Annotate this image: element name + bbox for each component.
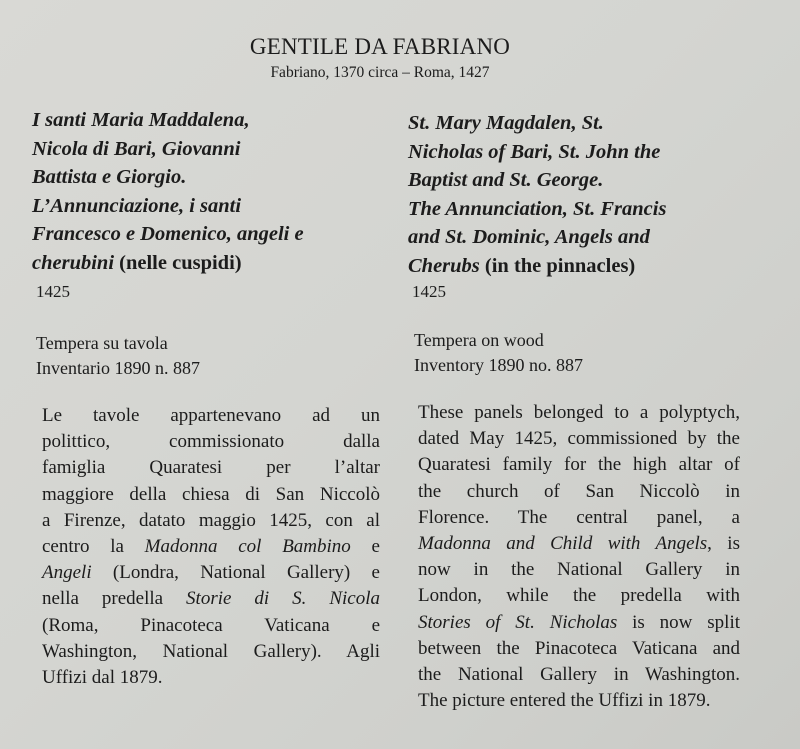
text-segment: famiglia Quaratesi per l’altar (42, 457, 380, 479)
text-segment: Quaratesi family for the high altar of (418, 454, 740, 476)
text-line (418, 636, 740, 662)
text-line (418, 479, 740, 505)
text-line (408, 252, 768, 281)
text-line (408, 223, 768, 252)
text-line (32, 192, 392, 221)
italic-text: L’Annunciazione, i santi (32, 194, 242, 217)
italic-text: St. Mary Magdalen, St. (408, 112, 604, 134)
text-line (408, 109, 768, 138)
italian-artwork-title (32, 106, 392, 278)
text-segment: The picture entered the Uffizi in 1879. (418, 690, 711, 712)
italic-text: Battista e Giorgio. (32, 166, 187, 189)
artist-life-dates: Fabriano, 1370 circa – Roma, 1427 (270, 64, 490, 81)
text-segment: London, while the predella with (418, 585, 740, 607)
text-segment: the National Gallery in Washington. (418, 664, 740, 686)
italic-text: Storie di S. Nicola (186, 588, 381, 610)
text-line (32, 163, 392, 192)
text-segment: polittico, commissionato dalla (42, 431, 380, 453)
text-line (42, 455, 380, 481)
text-segment: (Roma, Pinacoteca Vaticana e (42, 614, 380, 636)
english-medium-block (414, 328, 583, 378)
text-line (408, 195, 768, 224)
text-segment: e (350, 536, 380, 558)
text-line (418, 610, 740, 636)
text-segment: between the Pinacoteca Vaticana and (418, 637, 740, 659)
text-line (42, 560, 380, 586)
text-line (42, 508, 380, 534)
italian-description (42, 403, 380, 691)
text-segment: dated May 1425, commissioned by the (418, 428, 740, 450)
text-line (418, 531, 740, 557)
text-line (42, 639, 380, 665)
italic-text: I santi Maria Maddalena, (32, 109, 250, 131)
text-line (42, 403, 380, 429)
text-line (418, 688, 740, 714)
text-line (32, 106, 392, 135)
italian-medium-block (36, 331, 200, 381)
text-segment: now in the National Gallery in (418, 559, 740, 581)
italic-text: Madonna col Bambino (144, 536, 351, 558)
text-line (42, 613, 380, 639)
italic-text: The Annunciation, St. Francis (408, 197, 667, 220)
text-line (418, 583, 740, 609)
italic-text: Baptist and St. George. (408, 169, 604, 192)
text-segment: centro la (42, 536, 145, 558)
text-segment: (Londra, National Gallery) e (91, 562, 380, 584)
text-segment: maggiore della chiesa di San Niccolò (42, 483, 380, 505)
text-line (42, 665, 380, 691)
english-description (418, 400, 740, 714)
text-line (408, 138, 768, 167)
english-artwork-title (408, 109, 768, 281)
italic-text: Cherubs (408, 254, 480, 277)
italic-text: cherubini (32, 251, 115, 274)
text-line (32, 135, 392, 164)
text-segment: the church of San Niccolò in (418, 480, 740, 502)
italic-text: Nicola di Bari, Giovanni (32, 137, 241, 160)
text-segment: Uffizi dal 1879. (42, 667, 163, 689)
italic-text: Stories of St. Nicholas (418, 611, 618, 633)
text-line (42, 482, 380, 508)
text-line (418, 452, 740, 478)
text-line (32, 249, 392, 278)
italic-text: and St. Dominic, Angels and (408, 226, 650, 249)
text-segment: These panels belonged to a polyptych, (418, 402, 740, 423)
artist-name: GENTILE DA FABRIANO (249, 34, 511, 59)
text-line (418, 400, 740, 426)
italic-text: Francesco e Domenico, angeli e (32, 223, 304, 246)
text-line (42, 534, 380, 560)
text-segment: is now split (617, 611, 740, 633)
text-segment: Le tavole appartenevano ad un (42, 405, 380, 426)
italian-year: 1425 (36, 282, 70, 301)
italian-medium: Tempera su tavola (36, 333, 168, 353)
italic-text: Angeli (42, 562, 92, 584)
text-line (42, 586, 380, 612)
italic-text: Nicholas of Bari, St. John the (408, 140, 661, 163)
text-line (418, 662, 740, 688)
text-line (32, 220, 392, 249)
text-segment: Washington, National Gallery). Agli (42, 640, 380, 662)
text-segment: Florence. The central panel, a (418, 506, 740, 528)
text-line (42, 429, 380, 455)
italian-inventory: Inventario 1890 n. 887 (36, 358, 200, 378)
text-segment: (in the pinnacles) (479, 254, 636, 277)
english-medium: Tempera on wood (414, 330, 544, 350)
text-segment: (nelle cuspidi) (114, 251, 242, 274)
text-line (418, 426, 740, 452)
text-line (408, 166, 768, 195)
text-line (418, 557, 740, 583)
text-line (418, 505, 740, 531)
text-segment: a Firenze, datato maggio 1425, con al (42, 509, 380, 531)
italic-text: Madonna and Child with Angels (418, 533, 708, 555)
english-inventory: Inventory 1890 no. 887 (414, 355, 583, 375)
text-segment: , is (707, 533, 740, 555)
text-segment: nella predella (42, 588, 187, 610)
english-year: 1425 (412, 282, 446, 301)
